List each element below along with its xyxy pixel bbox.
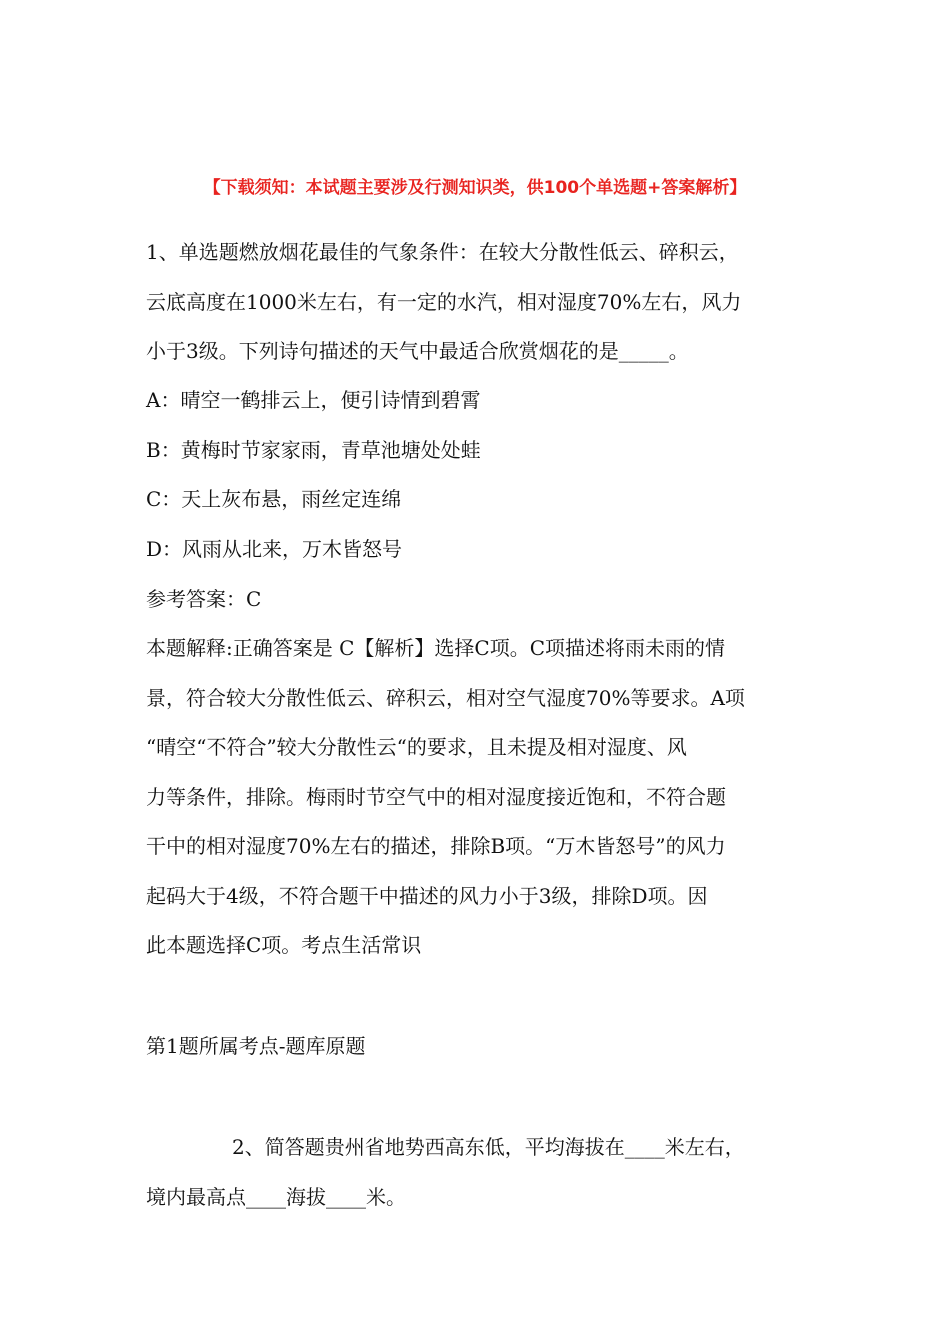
q1-explanation-line-4: 力等条件，排除。梅雨时节空气中的相对湿度接近饱和，不符合题 [146,785,726,809]
q2-line-1: 2、简答题贵州省地势西高东低，平均海拔在____米左右， [232,1135,745,1159]
q1-option-c: C：天上灰布悬，雨丝定连绵 [146,487,402,511]
q1-explanation-line-7: 此本题选择C项。考点生活常识 [146,933,422,957]
q1-explanation-line-3: “晴空“不符合”较大分散性云“的要求，且未提及相对湿度、风 [146,735,687,759]
q1-stem-line-3: 小于3级。下列诗句描述的天气中最适合欣赏烟花的是_____。 [146,339,689,363]
q1-explanation-line-6: 起码大于4级，不符合题干中描述的风力小于3级，排除D项。因 [146,884,708,908]
q1-option-a: A：晴空一鹤排云上，便引诗情到碧霄 [146,388,481,412]
q1-explanation-line-2: 景，符合较大分散性低云、碎积云，相对空气湿度70%等要求。A项 [146,686,745,710]
q1-source: 第1题所属考点-题库原题 [146,1034,366,1058]
q1-stem-line-1: 1、单选题燃放烟花最佳的气象条件：在较大分散性低云、碎积云， [146,240,739,264]
q2-line-2: 境内最高点____海拔____米。 [146,1185,406,1209]
q1-option-b: B：黄梅时节家家雨，青草池塘处处蛙 [146,438,481,462]
q1-explanation-line-1: 本题解释:正确答案是 C【解析】选择C项。C项描述将雨未雨的情 [146,636,726,660]
q1-stem-line-2: 云底高度在1000米左右，有一定的水汽，相对湿度70%左右，风力 [146,290,742,314]
q1-option-d: D：风雨从北来，万木皆怒号 [146,537,403,561]
q1-explanation-line-5: 干中的相对湿度70%左右的描述，排除B项。“万木皆怒号”的风力 [146,834,726,858]
download-notice: 【下载须知：本试题主要涉及行测知识类，供100个单选题+答案解析】 [203,178,747,198]
q1-answer: 参考答案：C [146,587,262,611]
